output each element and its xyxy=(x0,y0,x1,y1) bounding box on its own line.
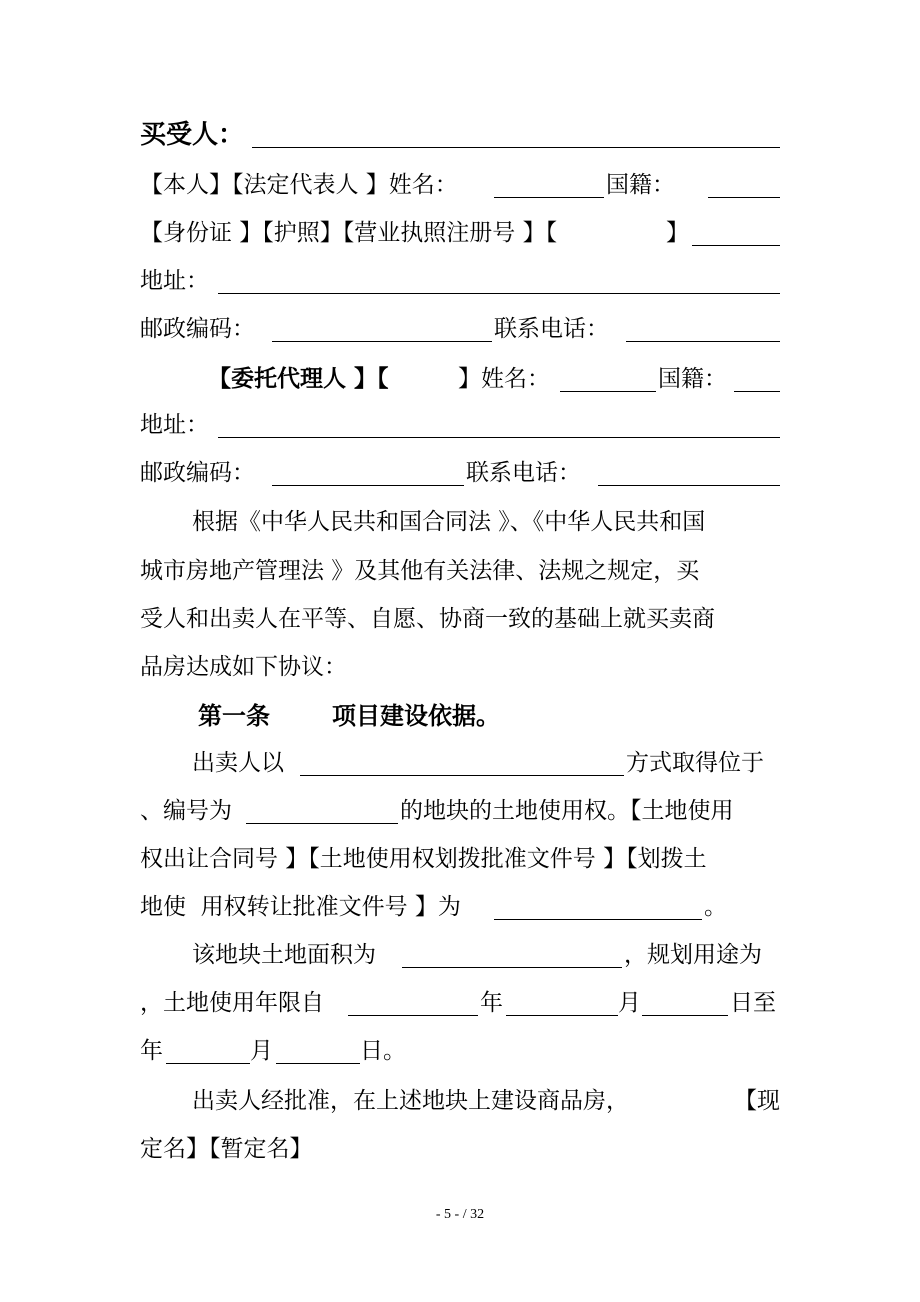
acquisition-method-field xyxy=(300,745,624,776)
agent-phone-label: 联系电话： xyxy=(466,460,581,486)
article-1-text-6d: 日至 xyxy=(730,990,776,1016)
article-1-line-4 xyxy=(140,889,780,925)
article-1-text-2a: 、编号为 xyxy=(140,798,232,824)
land-area-field xyxy=(402,937,622,968)
agent-name-label: 】姓名： xyxy=(458,366,550,392)
buyer-rep-label: 【本人】【法定代表人 】姓名： xyxy=(140,172,458,198)
article-1-text-1b: 方式取得位于 xyxy=(626,750,764,776)
agent-line xyxy=(140,361,780,397)
agent-name-field xyxy=(560,361,656,392)
term-end-day-field xyxy=(276,1033,360,1064)
buyer-address-field xyxy=(218,263,780,294)
article-1-text-4b: 。 xyxy=(704,894,727,920)
buyer-postal-line xyxy=(140,311,780,347)
article-1-text-1a: 出卖人以 xyxy=(192,750,284,776)
preamble-line-4 xyxy=(140,649,780,685)
agent-postal-line xyxy=(140,455,780,491)
buyer-name-line xyxy=(140,167,780,203)
buyer-postal-field xyxy=(272,311,492,342)
agent-postal-label: 邮政编码： xyxy=(140,460,255,486)
buyer-nationality-label: 国籍： xyxy=(606,172,675,198)
buyer-name-field xyxy=(494,167,604,198)
buyer-id-field xyxy=(692,215,780,246)
buyer-title: 买受人： xyxy=(140,120,245,150)
buyer-id-close: 】 xyxy=(666,220,689,246)
article-1-text-6a: ，土地使用年限自 xyxy=(140,990,324,1016)
agent-address-line xyxy=(140,407,780,443)
article-1-line-7 xyxy=(140,1033,780,1069)
article-1-line-8 xyxy=(140,1083,780,1119)
term-end-month-field xyxy=(166,1033,250,1064)
buyer-name-blank xyxy=(252,117,780,148)
article-1-text-6c: 月 xyxy=(618,990,641,1016)
agent-address-label: 地址： xyxy=(140,412,209,438)
preamble-line-2 xyxy=(140,553,780,589)
article-1-line-3 xyxy=(140,841,780,877)
agent-label: 【委托代理人 】【 xyxy=(208,365,389,392)
article-1-heading xyxy=(140,698,780,734)
buyer-address-line xyxy=(140,263,780,299)
article-1-line-9 xyxy=(140,1131,780,1167)
page-number: - 5 - / 32 xyxy=(435,1207,485,1222)
buyer-postal-label: 邮政编码： xyxy=(140,316,255,342)
preamble-line-3 xyxy=(140,601,780,637)
plot-number-field xyxy=(246,793,398,824)
preamble-text-4: 品房达成如下协议： xyxy=(140,654,347,680)
agent-nationality-field xyxy=(734,361,780,392)
term-start-month-field xyxy=(506,985,618,1016)
article-1-line-6 xyxy=(140,985,780,1021)
article-1-line-1 xyxy=(140,745,780,781)
buyer-nationality-field xyxy=(708,167,780,198)
article-1-text-9: 定名】【暂定名】 xyxy=(140,1136,313,1162)
preamble-text-3: 受人和出卖人在平等、自愿、协商一致的基础上就买卖商 xyxy=(140,606,715,632)
article-1-text-2b: 的地块的土地使用权。【土地使用 xyxy=(400,798,734,824)
preamble-text-2: 城市房地产管理法 》及其他有关法律、法规之规定，买 xyxy=(140,558,700,584)
article-1-line-2 xyxy=(140,793,780,829)
term-start-day-field xyxy=(642,985,728,1016)
buyer-id-label: 【身份证 】【护照】【营业执照注册号 】【 xyxy=(140,220,558,246)
article-1-text-8b: 【现 xyxy=(734,1088,780,1114)
approval-doc-field xyxy=(494,889,702,920)
article-1-text-3: 权出让合同号 】【土地使用权划拨批准文件号 】【划拨土 xyxy=(140,846,707,872)
preamble-line-1 xyxy=(140,504,780,540)
article-1-number: 第一条 xyxy=(198,701,270,730)
article-1-text-5b: ，规划用途为 xyxy=(624,942,762,968)
article-1-text-5a: 该地块土地面积为 xyxy=(192,942,376,968)
agent-nationality-label: 国籍： xyxy=(658,366,727,392)
term-start-year-field xyxy=(348,985,478,1016)
preamble-text-1: 根据《中华人民共和国合同法 》、《中华人民共和国 xyxy=(192,509,706,535)
article-1-text-7c: 日。 xyxy=(360,1038,406,1064)
agent-address-field xyxy=(218,407,780,438)
article-1-text-7a: 年 xyxy=(140,1038,163,1064)
buyer-phone-field xyxy=(626,311,780,342)
article-1-text-8a: 出卖人经批准，在上述地块上建设商品房， xyxy=(192,1088,629,1114)
article-1-text-4a: 地使 用权转让批准文件号 】为 xyxy=(140,894,461,920)
article-1-title: 项目建设依据。 xyxy=(332,701,500,730)
agent-postal-field xyxy=(272,455,464,486)
buyer-phone-label: 联系电话： xyxy=(494,316,609,342)
article-1-text-6b: 年 xyxy=(480,990,503,1016)
agent-phone-field xyxy=(598,455,780,486)
buyer-address-label: 地址： xyxy=(140,268,209,294)
buyer-id-line xyxy=(140,215,780,251)
buyer-title-line xyxy=(140,117,780,153)
article-1-line-5 xyxy=(140,937,780,973)
article-1-text-7b: 月 xyxy=(250,1038,273,1064)
